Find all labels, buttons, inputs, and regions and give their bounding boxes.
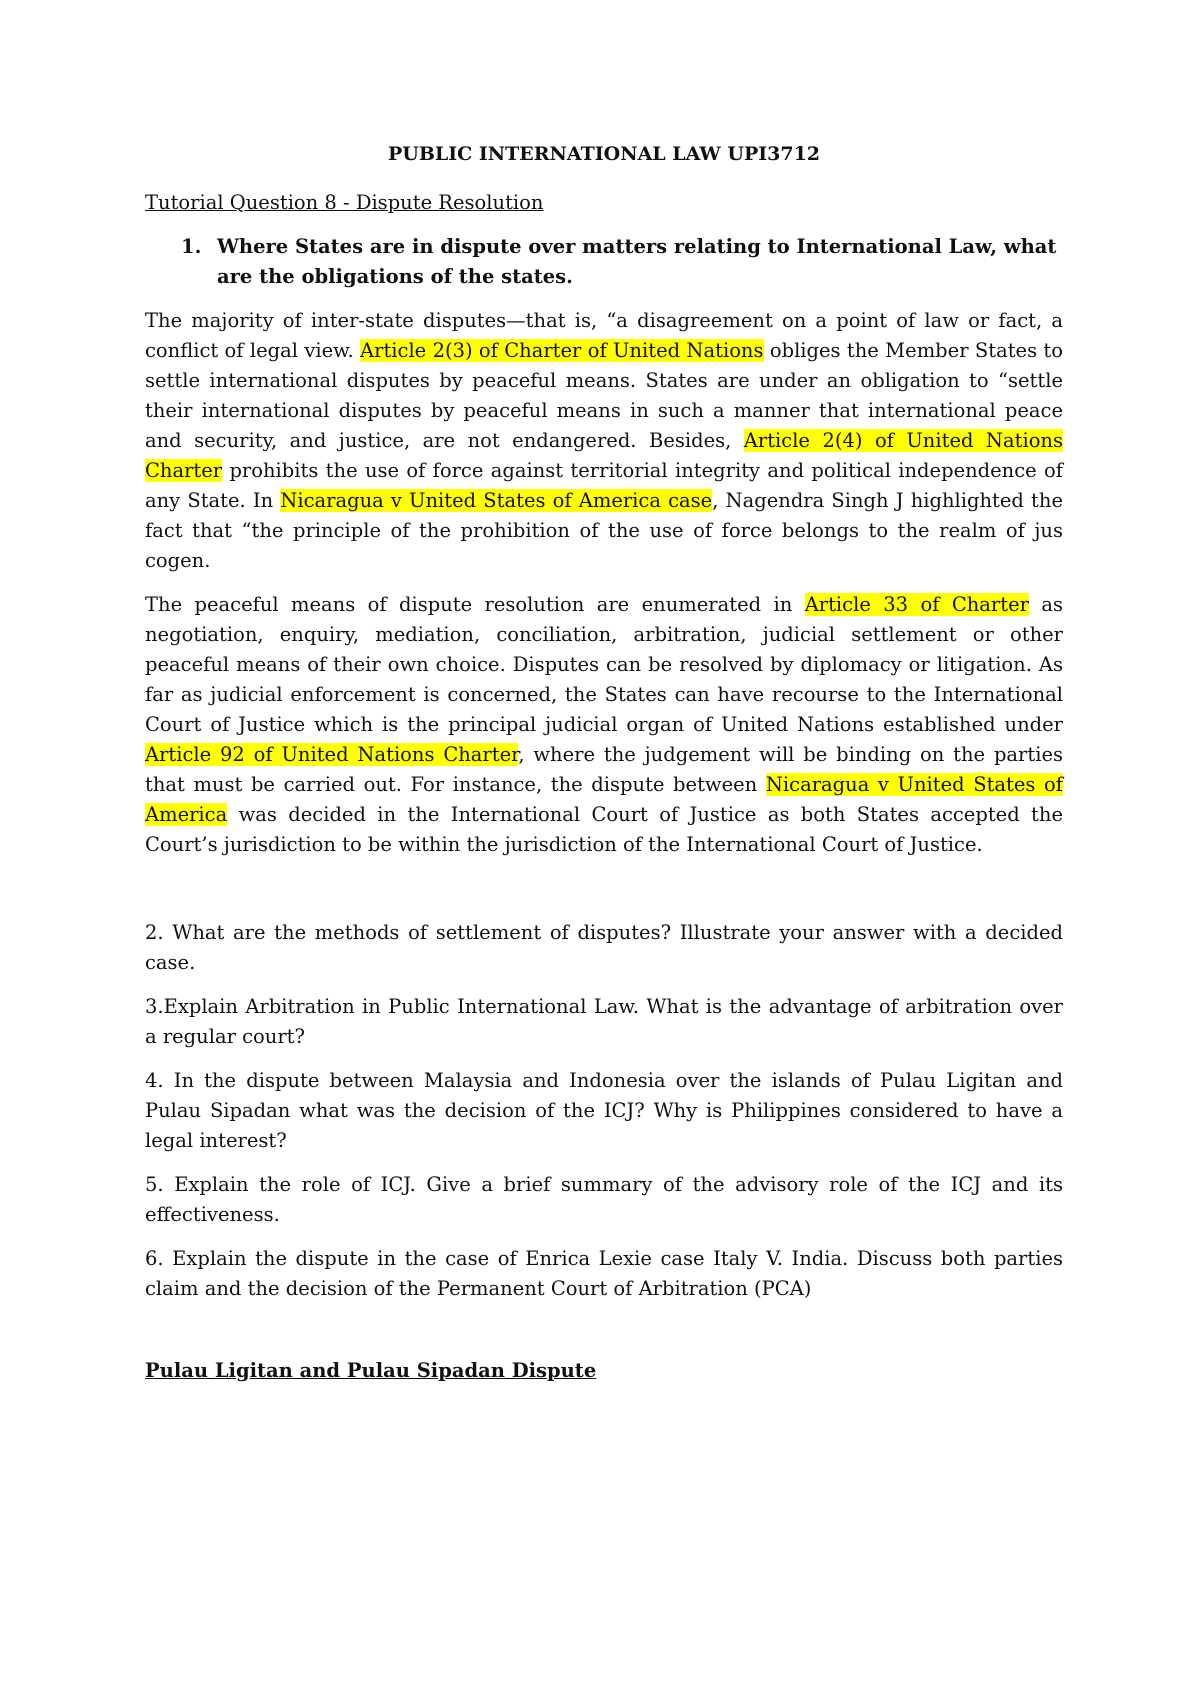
answer-paragraph-1	[145, 306, 1063, 576]
text-run: was decided in the International Court of Justice as both States accepted the Court’s jurisdiction to be within the jurisdiction of the International Court of Justice.	[145, 803, 1063, 856]
document-subtitle: Tutorial Question 8 - Dispute Resolution	[145, 191, 544, 214]
question-1-text: Where States are in dispute over matters relating to International Law, what are the obligations of the states.	[217, 235, 1057, 288]
text-run: as negotiation, enquiry, mediation, conciliation, arbitration, judicial settlement or other peaceful means of their own choice. Disputes can be resolved by diplomacy or litigation. As far as judicial enforcement is concerned, the States can have recourse to the International Court of Justice which is the principal judicial organ of United Nations established under	[145, 593, 1063, 736]
question-6: 6. Explain the dispute in the case of Enrica Lexie case Italy V. India. Discuss both parties claim and the decision of the Permanent Court of Arbitration (PCA)	[145, 1247, 1063, 1300]
question-4: 4. In the dispute between Malaysia and Indonesia over the islands of Pulau Ligitan and Pulau Sipadan what was the decision of the ICJ? Why is Philippines considered to have a legal interest?	[145, 1069, 1063, 1152]
highlight-nicaragua-case: Nicaragua v United States of America case	[280, 489, 713, 512]
highlight-article-2-4: Article 2(4) of United Nations Charter	[145, 429, 1063, 482]
spacer	[145, 874, 1063, 918]
text-run: obliges the Member States to settle international disputes by peaceful means. States are under an obligation to “settle their international disputes by peaceful means in such a manner that international peace and security, and justice, are not endangered. Besides,	[145, 339, 1063, 452]
text-run: prohibits the use of force against territorial integrity and political independence of any State. In	[145, 459, 1063, 512]
highlight-article-33: Article 33 of Charter	[804, 593, 1029, 616]
text-run: , Nagendra Singh J highlighted the fact that “the principle of the prohibition of the use of force belongs to the realm of jus cogen.	[145, 489, 1063, 572]
highlight-nicaragua-v-usa: Nicaragua v United States of America	[145, 773, 1063, 826]
document-title: PUBLIC INTERNATIONAL LAW UPI3712	[387, 143, 821, 165]
document-page	[145, 140, 1063, 1386]
question-3: 3.Explain Arbitration in Public International Law. What is the advantage of arbitration over a regular court?	[145, 995, 1063, 1048]
question-1-number: 1.	[181, 235, 202, 258]
section-heading: Pulau Ligitan and Pulau Sipadan Dispute	[145, 1359, 597, 1382]
highlight-article-2-3: Article 2(3) of Charter of United Nations	[360, 339, 764, 362]
question-2: 2. What are the methods of settlement of disputes? Illustrate your answer with a decided case.	[145, 921, 1063, 974]
highlight-article-92: Article 92 of United Nations Charter	[145, 743, 519, 766]
question-5: 5. Explain the role of ICJ. Give a brief summary of the advisory role of the ICJ and its effectiveness.	[145, 1173, 1063, 1226]
text-run: The peaceful means of dispute resolution are enumerated in	[145, 593, 805, 616]
answer-paragraph-2	[145, 590, 1063, 860]
text-run: The majority of inter-state disputes—that is, “a disagreement on a point of law or fact, a conflict of legal view.	[145, 309, 1063, 362]
text-run: , where the judgement will be binding on the parties that must be carried out. For instance, the dispute between	[145, 743, 1063, 796]
question-1	[145, 232, 1063, 292]
